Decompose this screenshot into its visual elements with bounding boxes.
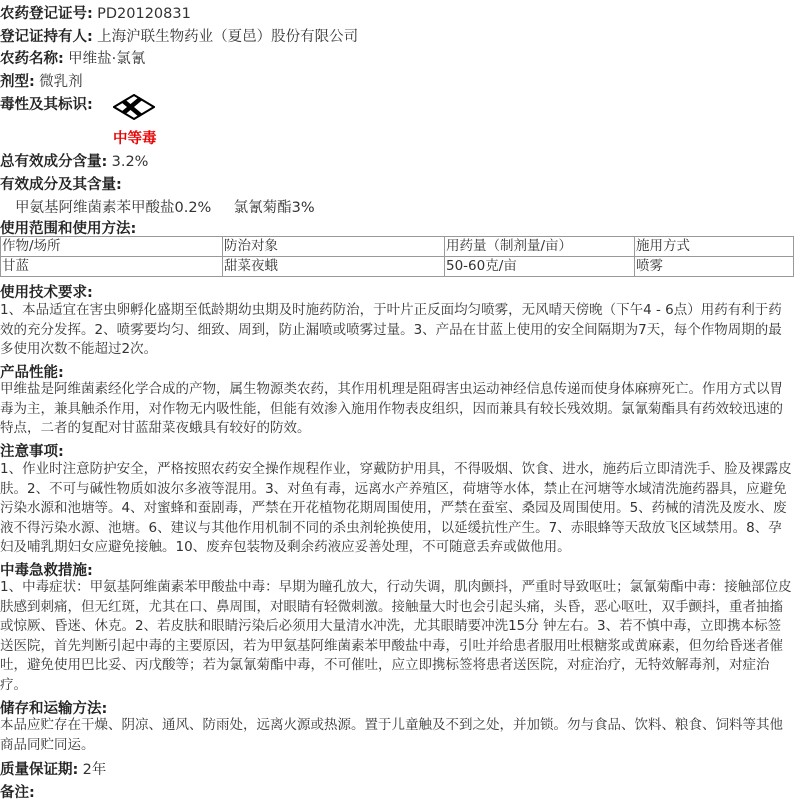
first-aid-heading: [0, 559, 93, 580]
pesticide-name-label: 农药名称:: [0, 51, 64, 67]
usage-table: [0, 236, 794, 277]
formulation-row: [0, 70, 83, 91]
toxicity-level: 中等毒: [113, 131, 157, 147]
toxicity-label: 毒性及其标识:: [0, 97, 93, 113]
holder-row: [0, 25, 358, 46]
holder-name: 上海沪联生物药业（夏邑）股份有限公司: [97, 29, 359, 45]
usage-header-dosage: 用药量（制剂量/亩）: [445, 237, 635, 257]
warranty-row: [0, 758, 106, 779]
formulation-value: 微乳剂: [39, 74, 83, 90]
usage-cell-crop: 甘蓝: [1, 257, 223, 277]
storage-label: 储存和运输方法:: [0, 701, 108, 717]
technique-text: 1、本品适宜在害虫卵孵化盛期至低龄期幼虫期及时施药防治，于叶片正反面均匀喷雾，无风晴天傍晚（下午4 - 6点）用药有利于药效的充分发挥。2、喷雾要均匀、细致、周到，防止漏喷或喷雾过量。3、产品在甘蓝上使用的安全间隔期为7天，每个作物周期的最多使用次数不能超过2次。: [0, 302, 782, 358]
storage-text: 本品应贮存在干燥、阴凉、通风、防雨处，远离火源或热源。置于儿童触及不到之处，并加锁。勿与食品、饮料、粮食、饲料等其他商品同贮同运。: [0, 717, 783, 753]
first-aid-label: 中毒急救措施:: [0, 563, 93, 579]
technique-label: 使用技术要求:: [0, 285, 93, 301]
total-content-label: 总有效成分含量:: [0, 154, 108, 170]
ingredients-list: [15, 196, 315, 217]
ingredient-1: 甲氨基阿维菌素苯甲酸盐0.2%: [15, 200, 212, 216]
precautions-label: 注意事项:: [0, 444, 64, 460]
pesticide-name: 甲维盐·氯氰: [68, 51, 146, 67]
warranty-value: 2年: [82, 762, 107, 778]
holder-label: 登记证持有人:: [0, 29, 93, 45]
performance-text: 甲维盐是阿维菌素经化学合成的产物，属生物源类农药，其作用机理是阻碍害虫运动神经信息传递而使身体麻痹死亡。作用方式以胃毒为主，兼具触杀作用，对作物无内吸性能，但能有效渗入施用作物表皮组织，因而兼具有较长残效期。氯氰菊酯具有药效较迅速的特点，二者的复配对甘蓝甜菜夜蛾具有较好的防效。: [0, 381, 783, 437]
formulation-label: 剂型:: [0, 74, 35, 90]
usage-heading: [0, 217, 136, 238]
ingredients-heading: [0, 173, 122, 194]
warranty-label: 质量保证期:: [0, 762, 79, 778]
toxicity-row: [0, 93, 93, 114]
precautions-heading: [0, 440, 64, 461]
total-content-value: 3.2%: [111, 154, 149, 170]
usage-header-method: 施用方式: [635, 237, 794, 257]
toxicity-hazard-diamond-icon: [113, 94, 155, 120]
registration-number: PD20120831: [97, 6, 191, 22]
first-aid-text: 1、中毒症状：甲氨基阿维菌素苯甲酸盐中毒：早期为瞳孔放大，行动失调，肌肉颤抖，严重时导致呕吐；氯氰菊酯中毒：接触部位皮肤感到刺痛，但无红斑，尤其在口、鼻周围，对眼睛有轻微刺激。接触量大时也会引起头痛，头昏，恶心呕吐，双手颤抖，重者抽搐或惊厥、昏迷、休克。2、若皮肤和眼睛污染后必须用大量清水冲洗，尤其眼睛要冲洗15分 钟左右。3、若不慎中毒，立即携本标签送医院，首先判断引起中毒的主要原因，若为甲氨基阿维菌素苯甲酸盐中毒，引吐并给患者服用吐根糖浆或黄麻素，但勿给昏迷者催吐，避免使用巴比妥、丙戊酸等；若为氯氰菊酯中毒，不可催吐，应立即携标签将患者送医院，对症治疗，无特效解毒剂，对症治疗。: [0, 579, 792, 693]
technique-heading: [0, 281, 93, 302]
precautions-text: 1、作业时注意防护安全，严格按照农药安全操作规程作业，穿戴防护用具，不得吸烟、饮食、进水，施药后立即清洗手、脸及裸露皮肤。2、不可与碱性物质如波尔多液等混用。3、对鱼有毒，远离水产养殖区，荷塘等水体，禁止在河塘等水域清洗施药器具，应避免污染水源和池塘等。4、对蜜蜂和蚕剧毒，严禁在开花植物花期周围使用，严禁在蚕室、桑园及周围使用。5、药械的清洗及废水、废液不得污染水源、池塘。6、建议与其他作用机制不同的杀虫剂轮换使用，以延缓抗性产生。7、赤眼蜂等天敌放飞区域禁用。8、孕妇及哺乳期妇女应避免接触。10、废弃包装物及剩余药液应妥善处理，不可随意丢弃或做他用。: [0, 461, 792, 556]
usage-cell-method: 喷雾: [635, 257, 794, 277]
ingredients-label: 有效成分及其含量:: [0, 177, 122, 193]
usage-header-crop: 作物/场所: [1, 237, 223, 257]
storage-heading: [0, 697, 107, 718]
usage-header-target: 防治对象: [223, 237, 445, 257]
usage-table-header-row: [1, 237, 794, 257]
pesticide-name-row: [0, 47, 145, 68]
remarks-row: [0, 781, 35, 802]
usage-label: 使用范围和使用方法:: [0, 221, 137, 237]
ingredient-2: 氯氰菊酯3%: [233, 200, 315, 216]
usage-cell-target: 甜菜夜蛾: [223, 257, 445, 277]
total-content-row: [0, 150, 148, 171]
usage-table-row: [1, 257, 794, 277]
registration-row: [0, 2, 191, 23]
usage-cell-dosage: 50-60克/亩: [445, 257, 635, 277]
registration-label: 农药登记证号:: [0, 6, 93, 22]
performance-label: 产品性能:: [0, 365, 64, 381]
remarks-label: 备注:: [0, 785, 35, 801]
performance-heading: [0, 361, 64, 382]
